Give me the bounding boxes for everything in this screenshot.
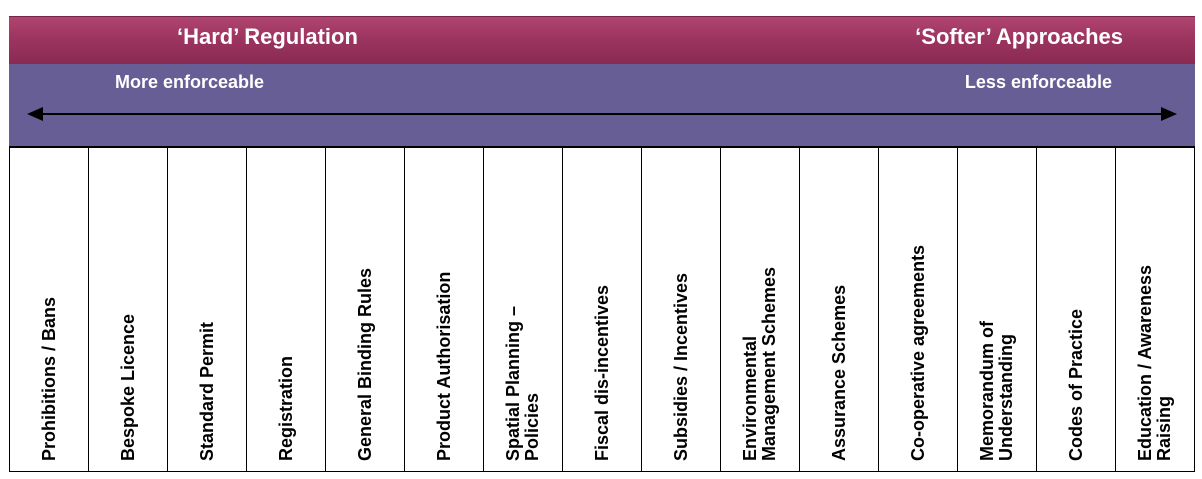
column-label: Memorandum of Understanding [977, 320, 1016, 461]
column-label: Registration [275, 355, 296, 461]
column-label: Education / Awareness Raising [1135, 264, 1174, 461]
table-column [800, 148, 879, 471]
column-label: Fiscal dis-incentives [591, 284, 612, 461]
column-label: Prohibitions / Bans [38, 296, 59, 461]
column-label: Spatial Planning – Policies [503, 305, 542, 461]
header-band [9, 16, 1195, 65]
column-label: Assurance Schemes [828, 284, 849, 461]
more-enforceable-label: More enforceable [115, 72, 265, 92]
table-column [642, 148, 721, 471]
column-label: Codes of Practice [1065, 308, 1086, 461]
enforceability-band [9, 64, 1195, 146]
table-column [721, 148, 800, 471]
double-headed-arrow-icon [9, 64, 1195, 146]
table-column [9, 148, 89, 471]
column-label: Standard Permit [196, 321, 217, 461]
regulation-spectrum-table [9, 146, 1195, 472]
column-label: Co-operative agreements [907, 244, 928, 461]
arrow-right-head [1161, 107, 1177, 121]
table-column [89, 148, 168, 471]
column-label: Bespoke Licence [117, 313, 138, 461]
arrow-left-head [27, 107, 43, 121]
table-column [1116, 148, 1195, 471]
hard-regulation-label: ‘Hard’ Regulation [177, 24, 358, 49]
column-label: Environmental Management Schemes [740, 266, 779, 461]
column-label: Product Authorisation [433, 271, 454, 461]
column-label: General Binding Rules [354, 267, 375, 461]
table-column [168, 148, 247, 471]
softer-approaches-label: ‘Softer’ Approaches [915, 24, 1123, 49]
table-column [958, 148, 1037, 471]
table-column [1037, 148, 1116, 471]
less-enforceable-label: Less enforceable [964, 72, 1112, 92]
table-column [405, 148, 484, 471]
table-column [563, 148, 642, 471]
table-column [484, 148, 563, 471]
column-label: Subsidies / Incentives [670, 272, 691, 461]
table-column [879, 148, 958, 471]
table-column [326, 148, 405, 471]
table-column [247, 148, 326, 471]
